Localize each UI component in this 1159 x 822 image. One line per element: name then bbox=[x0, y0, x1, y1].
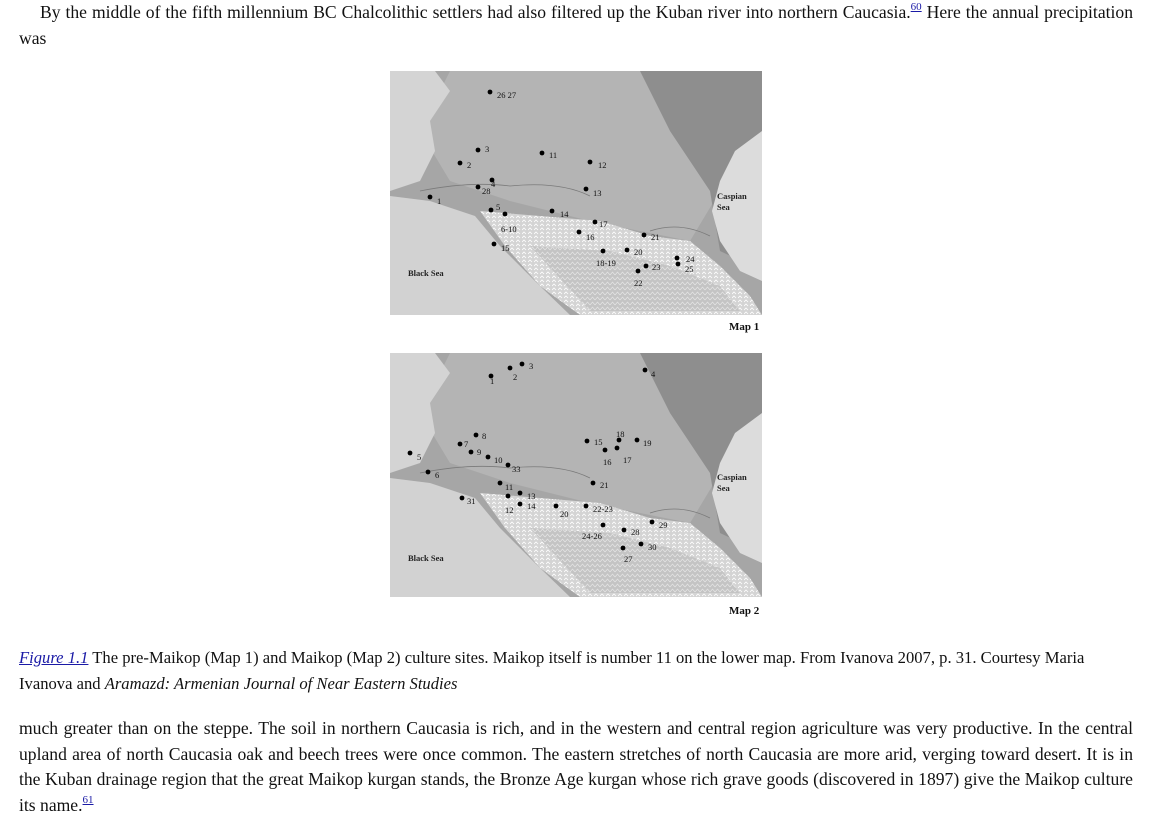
site-label: 10 bbox=[494, 455, 503, 465]
site-marker bbox=[635, 438, 640, 443]
site-label: 1 bbox=[490, 376, 495, 386]
site-label: 26 27 bbox=[497, 90, 517, 100]
map-1-black-sea-label: Black Sea bbox=[408, 268, 444, 278]
site-label: 13 bbox=[527, 491, 536, 501]
site-label: 5 bbox=[496, 202, 501, 212]
site-marker bbox=[520, 362, 525, 367]
site-marker bbox=[588, 160, 593, 165]
site-marker bbox=[492, 242, 497, 247]
site-marker bbox=[601, 249, 606, 254]
site-label: 31 bbox=[467, 496, 476, 506]
site-label: 17 bbox=[623, 455, 632, 465]
site-marker bbox=[550, 209, 555, 214]
site-marker bbox=[675, 256, 680, 261]
site-marker bbox=[518, 491, 523, 496]
site-marker bbox=[428, 195, 433, 200]
site-label: 3 bbox=[529, 361, 534, 371]
site-marker bbox=[426, 470, 431, 475]
site-marker bbox=[503, 212, 508, 217]
site-label: 17 bbox=[599, 219, 608, 229]
site-label: 29 bbox=[659, 520, 668, 530]
site-marker bbox=[506, 494, 511, 499]
site-label: 6-10 bbox=[501, 224, 517, 234]
paragraph-top-text-after: Here the annual precipitation was bbox=[19, 2, 1133, 48]
map-1-label: Map 1 bbox=[729, 321, 760, 333]
site-label: 2 bbox=[467, 160, 472, 170]
site-label: 2 bbox=[513, 372, 518, 382]
site-marker bbox=[584, 187, 589, 192]
site-marker bbox=[486, 455, 491, 460]
paragraph-bottom bbox=[19, 716, 1133, 818]
site-label: 16 bbox=[603, 457, 612, 467]
site-label: 28 bbox=[482, 186, 491, 196]
site-marker bbox=[476, 185, 481, 190]
figure-caption bbox=[19, 645, 1139, 696]
map-1-caspian-label: Caspian bbox=[717, 191, 747, 201]
site-label: 12 bbox=[598, 160, 607, 170]
caption-text: The pre-Maikop (Map 1) and Maikop (Map 2) culture sites. Maikop itself is number 11 on the lower map. From Ivanova 2007, p. 31. Courtesy Maria Ivanova and bbox=[19, 648, 1085, 693]
site-marker bbox=[643, 368, 648, 373]
map-1-image bbox=[390, 71, 762, 315]
site-label: 4 bbox=[491, 179, 496, 189]
map-2-label: Map 2 bbox=[729, 605, 760, 617]
site-marker bbox=[639, 542, 644, 547]
site-marker bbox=[458, 161, 463, 166]
site-label: 16 bbox=[586, 232, 595, 242]
site-marker bbox=[636, 269, 641, 274]
site-label: 28 bbox=[631, 527, 640, 537]
site-marker bbox=[488, 90, 493, 95]
site-label: 22-23 bbox=[593, 504, 613, 514]
site-label: 33 bbox=[512, 464, 521, 474]
site-marker bbox=[644, 264, 649, 269]
site-marker bbox=[601, 523, 606, 528]
map-2-caspian-label: Caspian bbox=[717, 472, 747, 482]
paragraph-top bbox=[19, 0, 1133, 51]
site-marker bbox=[593, 220, 598, 225]
site-marker bbox=[469, 450, 474, 455]
site-label: 23 bbox=[652, 262, 661, 272]
site-marker bbox=[506, 463, 511, 468]
site-label: 21 bbox=[651, 232, 660, 242]
site-label: 24 bbox=[686, 254, 695, 264]
footnote-link-60[interactable]: 60 bbox=[910, 1, 922, 13]
site-marker bbox=[489, 208, 494, 213]
site-marker bbox=[585, 439, 590, 444]
site-marker bbox=[621, 546, 626, 551]
site-label: 13 bbox=[593, 188, 602, 198]
site-marker bbox=[460, 496, 465, 501]
site-label: 11 bbox=[505, 482, 514, 492]
site-label: 1 bbox=[437, 196, 442, 206]
site-marker bbox=[476, 148, 481, 153]
site-marker bbox=[540, 151, 545, 156]
site-label: 7 bbox=[464, 439, 469, 449]
site-label: 19 bbox=[643, 438, 652, 448]
site-marker bbox=[408, 451, 413, 456]
site-marker bbox=[584, 504, 589, 509]
site-label: 30 bbox=[648, 542, 657, 552]
site-label: 14 bbox=[560, 209, 569, 219]
site-label: 24-26 bbox=[582, 531, 602, 541]
site-marker bbox=[577, 230, 582, 235]
site-marker bbox=[615, 446, 620, 451]
map-1-sea-label: Sea bbox=[717, 202, 730, 212]
site-marker bbox=[676, 262, 681, 267]
map-2-sea-label: Sea bbox=[717, 483, 730, 493]
site-label: 18 bbox=[616, 429, 625, 439]
site-marker bbox=[458, 442, 463, 447]
site-label: 27 bbox=[624, 554, 633, 564]
site-label: 8 bbox=[482, 431, 487, 441]
figure-link[interactable]: Figure 1.1 bbox=[19, 648, 89, 667]
site-marker bbox=[603, 448, 608, 453]
paragraph-bottom-text: much greater than on the steppe. The soil in northern Caucasia is rich, and in the western and central region agriculture was very productive. In the central upland area of north Caucasia oak and beech trees were once common. The eastern stretches of north Caucasia are more arid, verging toward desert. It is in the Kuban drainage region that the great Maikop kurgan stands, the Bronze Age kurgan whose rich grave goods (discovered in 1897) give the Maikop culture its name. bbox=[19, 718, 1133, 815]
site-marker bbox=[622, 528, 627, 533]
site-label: 21 bbox=[600, 480, 609, 490]
site-marker bbox=[474, 433, 479, 438]
site-label: 11 bbox=[549, 150, 558, 160]
site-label: 3 bbox=[485, 144, 490, 154]
site-label: 14 bbox=[527, 501, 536, 511]
caption-journal: Aramazd: Armenian Journal of Near Eastern Studies bbox=[104, 673, 458, 693]
site-label: 20 bbox=[560, 509, 569, 519]
site-label: 22 bbox=[634, 278, 643, 288]
site-label: 20 bbox=[634, 247, 643, 257]
site-marker bbox=[650, 520, 655, 525]
site-label: 15 bbox=[501, 243, 510, 253]
footnote-ref-60[interactable] bbox=[911, 1, 922, 13]
site-marker bbox=[518, 502, 523, 507]
site-label: 4 bbox=[651, 369, 656, 379]
map-2-black-sea-label: Black Sea bbox=[408, 553, 444, 563]
site-marker bbox=[498, 481, 503, 486]
site-marker bbox=[625, 248, 630, 253]
site-marker bbox=[642, 233, 647, 238]
site-marker bbox=[591, 481, 596, 486]
footnote-ref-61[interactable] bbox=[83, 794, 94, 806]
site-label: 12 bbox=[505, 505, 514, 515]
site-label: 18-19 bbox=[596, 258, 616, 268]
footnote-link-61[interactable]: 61 bbox=[82, 793, 94, 806]
site-label: 6 bbox=[435, 470, 440, 480]
site-label: 15 bbox=[594, 437, 603, 447]
site-label: 25 bbox=[685, 264, 694, 274]
site-label: 5 bbox=[417, 452, 422, 462]
map-2-image bbox=[390, 353, 762, 597]
site-label: 9 bbox=[477, 447, 482, 457]
site-marker bbox=[554, 504, 559, 509]
site-marker bbox=[508, 366, 513, 371]
paragraph-top-text: By the middle of the fifth millennium BC Chalcolithic settlers had also filtered up the Kuban river into northern Caucasia. bbox=[40, 2, 911, 22]
